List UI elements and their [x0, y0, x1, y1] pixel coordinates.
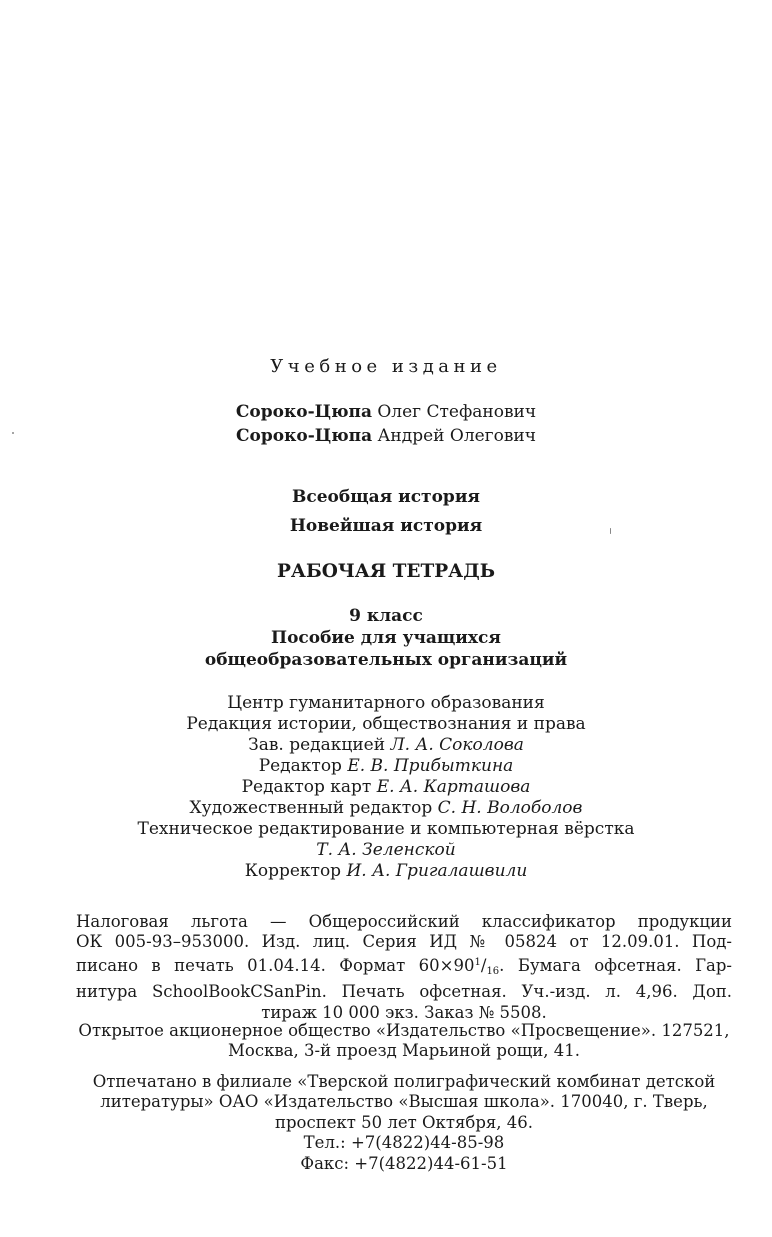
credits-editor	[0, 756, 772, 776]
author-given-name: Андрей Олегович	[377, 426, 536, 446]
credit-role: Корректор	[244, 861, 342, 881]
credit-role: Художественный редактор	[189, 798, 433, 818]
credit-person: И. А. Григалашвили	[346, 861, 528, 881]
credits-head	[0, 735, 772, 755]
credit-person: С. Н. Волоболов	[437, 798, 583, 818]
printer-line: проспект 50 лет Октября, 46.	[274, 1112, 534, 1132]
imprint-line: Налоговая льгота — Общероссийский классификатор продукции	[76, 912, 732, 931]
author-surname: Сороко-Цюпа	[236, 426, 373, 446]
printer-line: литературы» ОАО «Издательство «Высшая школа». 170040, г. Тверь,	[100, 1092, 708, 1112]
credit-role: Редактор	[258, 756, 342, 776]
imprint-line: ОК 005-93–953000. Изд. лиц. Серия ИД № 05824 от 12.09.01. Под-	[76, 932, 732, 952]
publisher-line: Открытое акционерное общество «Издательство «Просвещение». 127521,	[78, 1021, 730, 1040]
credits-department: Редакция истории, обществознания и права	[186, 714, 586, 734]
credits-proofreader	[0, 861, 772, 881]
publisher-line: Москва, 3-й проезд Марьиной рощи, 41.	[228, 1041, 580, 1061]
format-numerator: 1	[474, 956, 481, 968]
audience-line-1: Пособие для учащихся	[271, 628, 501, 648]
audience-line-2: общеобразовательных организаций	[204, 650, 568, 670]
printer-phone: Тел.: +7(4822)44-85-98	[303, 1133, 505, 1153]
credit-role: Зав. редакцией	[248, 735, 386, 755]
printer-line: Отпечатано в филиале «Тверской полиграфический комбинат детской	[92, 1072, 716, 1091]
imprint-text: . Бумага офсетная. Гар-	[499, 955, 733, 975]
imprint-details	[76, 912, 732, 1023]
printer-info	[76, 1072, 732, 1174]
edition-label: Учебное издание	[270, 356, 502, 377]
credits-center: Центр гуманитарного образования	[227, 693, 545, 713]
printer-fax: Факс: +7(4822)44-61-51	[300, 1153, 508, 1173]
author-line-2	[0, 426, 772, 446]
credit-person: Е. В. Прибыткина	[347, 756, 514, 776]
format-denominator: 16	[486, 965, 500, 977]
book-type: РАБОЧАЯ ТЕТРАДЬ	[277, 561, 495, 582]
book-title-line-1: Всеобщая история	[292, 487, 480, 507]
credits-maps-editor	[0, 777, 772, 797]
credits-tech-label: Техническое редактирование и компьютерная вёрстка	[137, 819, 635, 839]
imprint-line: нитура SchoolBookCSanPin. Печать офсетная. Уч.-изд. л. 4,96. Доп.	[76, 982, 732, 1002]
imprint-text: писано в печать 01.04.14. Формат 60×90	[76, 955, 475, 975]
imprint-line: писано в печать 01.04.14. Формат $60\times 90^1/_{16}$. Бумага офсетная. Гар-	[76, 955, 733, 977]
author-line-1	[0, 402, 772, 422]
imprint-line: тираж 10 000 экз. Заказ № 5508.	[261, 1002, 547, 1022]
publisher-info	[76, 1021, 732, 1062]
credit-person: Е. А. Карташова	[376, 777, 531, 797]
credits-art-editor	[0, 798, 772, 818]
grade-label: 9 класс	[349, 606, 423, 626]
book-title-line-2: Новейшая история	[289, 516, 483, 536]
credits-tech-name: Т. А. Зеленской	[316, 840, 456, 860]
credit-role: Редактор карт	[241, 777, 372, 797]
author-surname: Сороко-Цюпа	[235, 402, 372, 422]
credit-person: Л. А. Соколова	[390, 735, 524, 755]
author-given-name: Олег Стефанович	[377, 402, 537, 422]
